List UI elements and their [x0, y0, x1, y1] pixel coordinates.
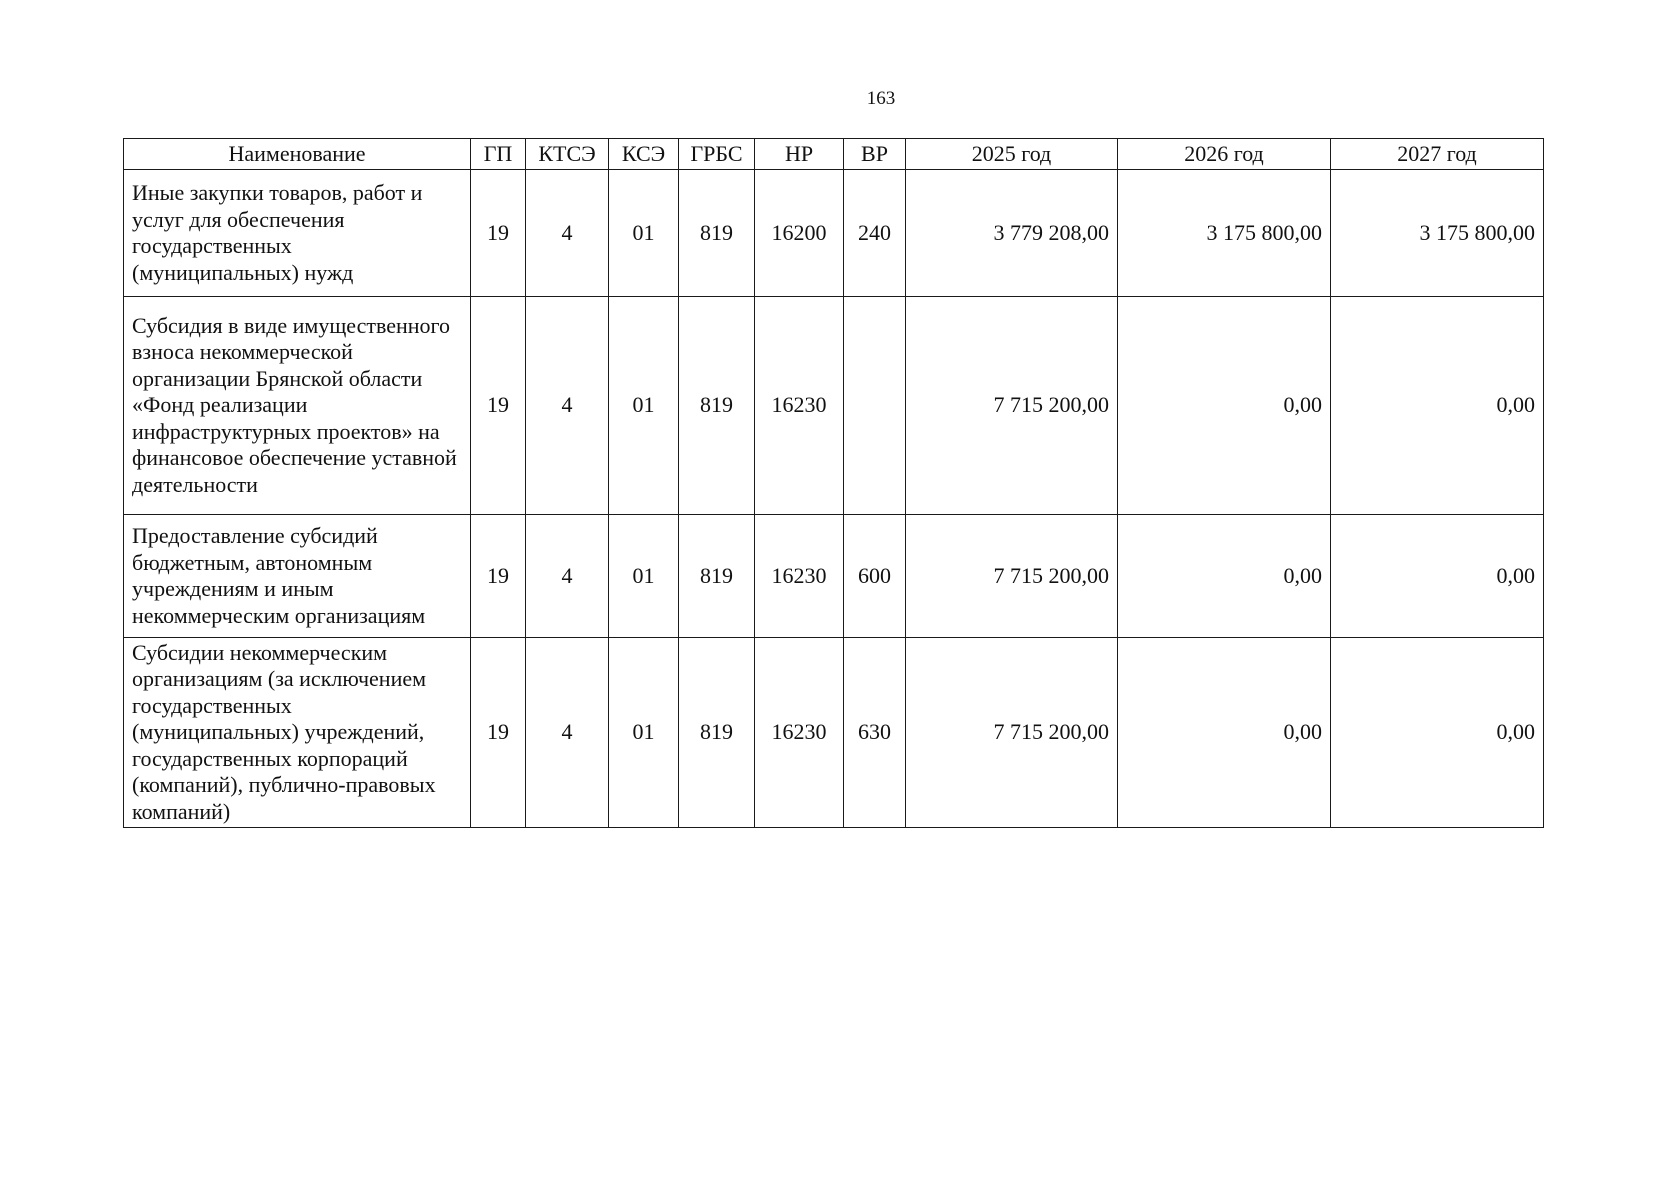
row-gp: 19: [471, 170, 526, 297]
row-amount-2027: 0,00: [1331, 515, 1544, 638]
table-row: [124, 638, 1544, 828]
column-header-vr: ВР: [844, 139, 906, 170]
column-header-grbs: ГРБС: [679, 139, 755, 170]
row-name: Субсидии некоммерческим организациям (за исключением государственных (муниципальных) учреждений, государственных корпораций (компаний), публично-правовых компаний): [124, 638, 471, 828]
row-gp: 19: [471, 515, 526, 638]
row-amount-2025: 7 715 200,00: [906, 515, 1118, 638]
row-name: Предоставление субсидий бюджетным, автономным учреждениям и иным некоммерческим организациям: [124, 515, 471, 638]
row-amount-2025: 3 779 208,00: [906, 170, 1118, 297]
page-number: 163: [866, 88, 896, 109]
column-header-ktse: КТСЭ: [526, 139, 609, 170]
row-amount-2025: 7 715 200,00: [906, 638, 1118, 828]
table-row: [124, 170, 1544, 297]
row-vr: [844, 297, 906, 515]
row-vr: 240: [844, 170, 906, 297]
row-amount-2027: 3 175 800,00: [1331, 170, 1544, 297]
row-kse: 01: [609, 515, 679, 638]
row-amount-2026: 0,00: [1118, 638, 1331, 828]
row-amount-2025: 7 715 200,00: [906, 297, 1118, 515]
row-nr: 16230: [755, 515, 844, 638]
row-name: Субсидия в виде имущественного взноса некоммерческой организации Брянской области «Фонд реализации инфраструктурных проектов» на финансовое обеспечение уставной деятельности: [124, 297, 471, 515]
budget-table: [123, 138, 1544, 828]
row-amount-2026: 3 175 800,00: [1118, 170, 1331, 297]
row-grbs: 819: [679, 515, 755, 638]
row-ktse: 4: [526, 515, 609, 638]
row-grbs: 819: [679, 297, 755, 515]
row-vr: 600: [844, 515, 906, 638]
row-nr: 16230: [755, 297, 844, 515]
row-vr: 630: [844, 638, 906, 828]
column-header-gp: ГП: [471, 139, 526, 170]
column-header-2025: 2025 год: [906, 139, 1118, 170]
column-header-2027: 2027 год: [1331, 139, 1544, 170]
row-grbs: 819: [679, 638, 755, 828]
table-header-row: [124, 139, 1544, 170]
row-grbs: 819: [679, 170, 755, 297]
row-amount-2027: 0,00: [1331, 638, 1544, 828]
row-nr: 16200: [755, 170, 844, 297]
column-header-2026: 2026 год: [1118, 139, 1331, 170]
row-ktse: 4: [526, 170, 609, 297]
row-ktse: 4: [526, 638, 609, 828]
row-kse: 01: [609, 638, 679, 828]
row-amount-2026: 0,00: [1118, 515, 1331, 638]
row-gp: 19: [471, 638, 526, 828]
table-row: [124, 297, 1544, 515]
row-name: Иные закупки товаров, работ и услуг для обеспечения государственных (муниципальных) нужд: [124, 170, 471, 297]
row-kse: 01: [609, 297, 679, 515]
row-nr: 16230: [755, 638, 844, 828]
table-row: [124, 515, 1544, 638]
row-amount-2026: 0,00: [1118, 297, 1331, 515]
column-header-nr: НР: [755, 139, 844, 170]
column-header-name: Наименование: [124, 139, 471, 170]
row-amount-2027: 0,00: [1331, 297, 1544, 515]
column-header-kse: КСЭ: [609, 139, 679, 170]
row-ktse: 4: [526, 297, 609, 515]
row-kse: 01: [609, 170, 679, 297]
row-gp: 19: [471, 297, 526, 515]
